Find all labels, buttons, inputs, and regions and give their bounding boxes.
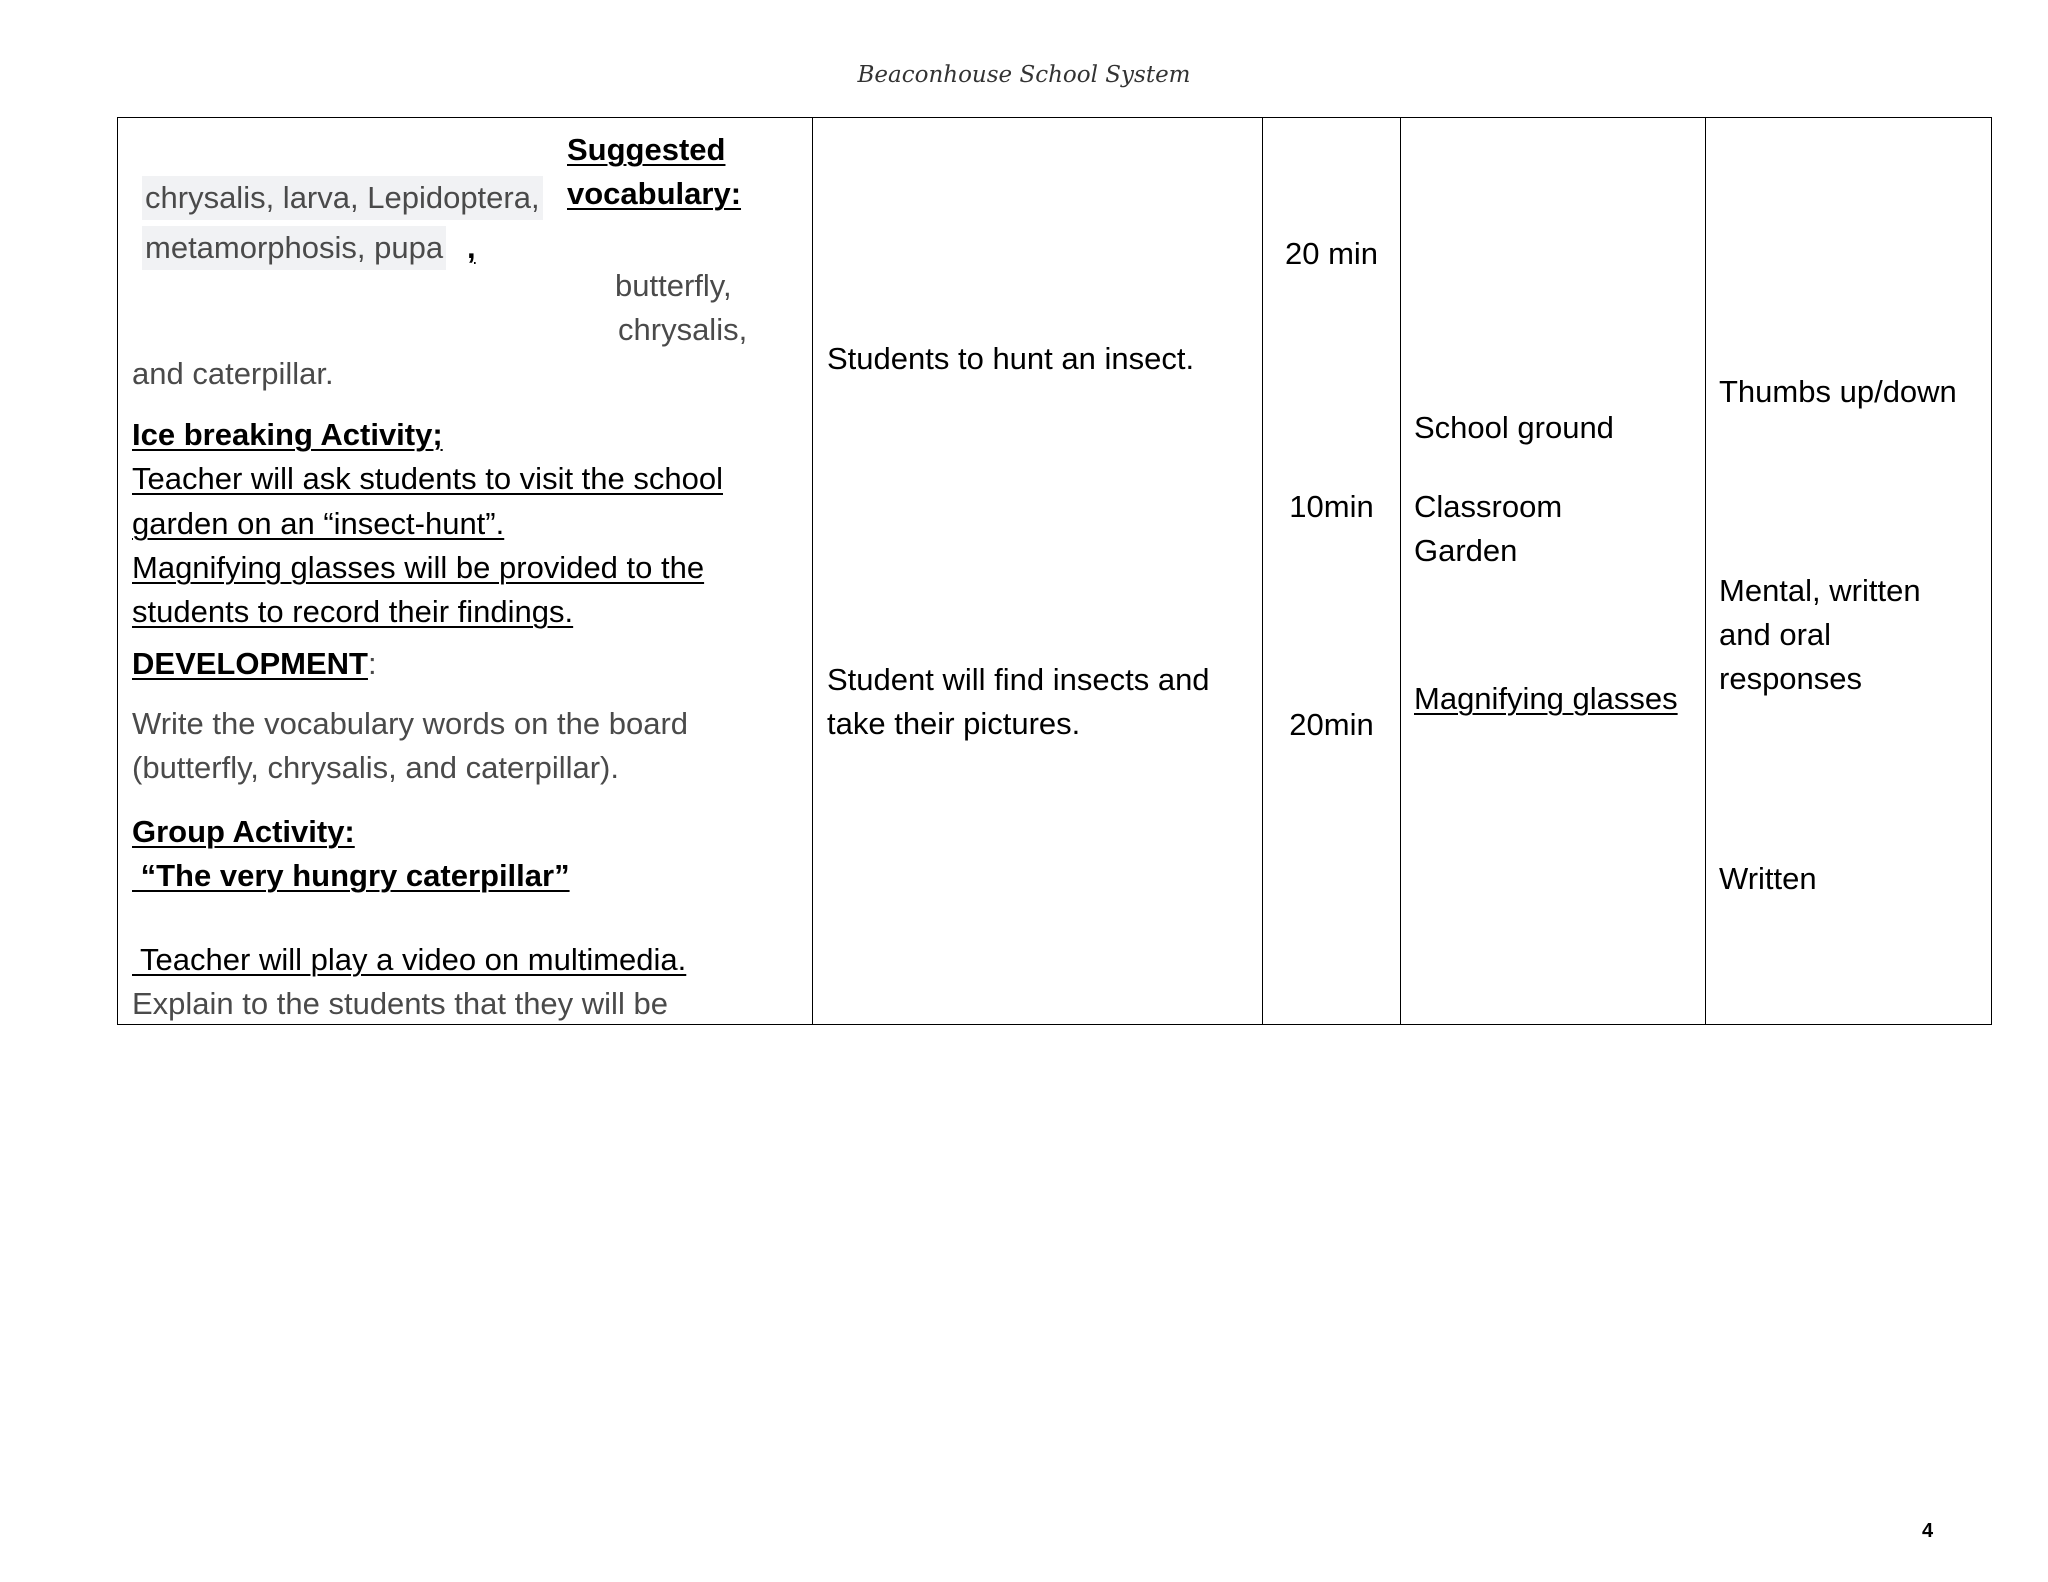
group-activity-title: “The very hungry caterpillar” [132, 858, 570, 893]
development-text: Write the vocabulary words on the board [132, 706, 689, 741]
time-allocation: 20min [1289, 707, 1374, 742]
column-divider [1400, 117, 1401, 1025]
resource-item: School ground [1414, 410, 1614, 445]
assessment-item: responses [1719, 661, 1863, 696]
assessment-item: Written [1719, 861, 1817, 896]
assessment-item: Thumbs up/down [1719, 374, 1957, 409]
explain-text: Explain to the students that they will be [132, 986, 668, 1021]
vocab-heading: Suggested [567, 132, 726, 167]
vocab-word: and caterpillar. [132, 356, 334, 391]
ice-breaking-text: Teacher will ask students to visit the school [132, 461, 723, 496]
vocab-word: butterfly, [615, 268, 732, 303]
vocab-word: chrysalis, [618, 312, 748, 347]
resource-item: Magnifying glasses [1414, 681, 1678, 716]
time-allocation: 10min [1289, 489, 1374, 524]
development-colon: : [367, 646, 377, 681]
assessment-item: Mental, written [1719, 573, 1921, 608]
resource-item: Garden [1414, 533, 1518, 568]
ice-breaking-text: students to record their findings. [132, 594, 574, 629]
vocab-list-line: metamorphosis, pupa [142, 226, 446, 270]
student-activity-find: Student will find insects and [827, 662, 1210, 697]
vocab-list-line: chrysalis, larva, Lepidoptera, [142, 176, 543, 220]
development-text: (butterfly, chrysalis, and caterpillar). [132, 750, 619, 785]
development-heading: DEVELOPMENT [132, 646, 368, 681]
resource-item: Classroom [1414, 489, 1563, 524]
group-activity-heading: Group Activity: [132, 814, 355, 849]
vocab-comma: , [467, 230, 476, 265]
column-divider [812, 117, 813, 1025]
column-divider [1705, 117, 1706, 1025]
student-activity-hunt: Students to hunt an insect. [827, 341, 1195, 376]
ice-breaking-heading: Ice breaking Activity; [132, 417, 443, 452]
time-allocation: 20 min [1284, 236, 1379, 271]
development-heading-row [132, 642, 377, 686]
assessment-item: and oral [1719, 617, 1832, 652]
vocab-heading: vocabulary: [567, 176, 742, 211]
ice-breaking-text: Magnifying glasses will be provided to the [132, 550, 705, 585]
ice-breaking-text: garden on an “insect-hunt”. [132, 506, 505, 541]
student-activity-find: take their pictures. [827, 706, 1081, 741]
header-school-name: Beaconhouse School System [857, 62, 1191, 88]
video-instruction: Teacher will play a video on multimedia. [132, 942, 687, 977]
page-number: 4 [1922, 1520, 1934, 1542]
